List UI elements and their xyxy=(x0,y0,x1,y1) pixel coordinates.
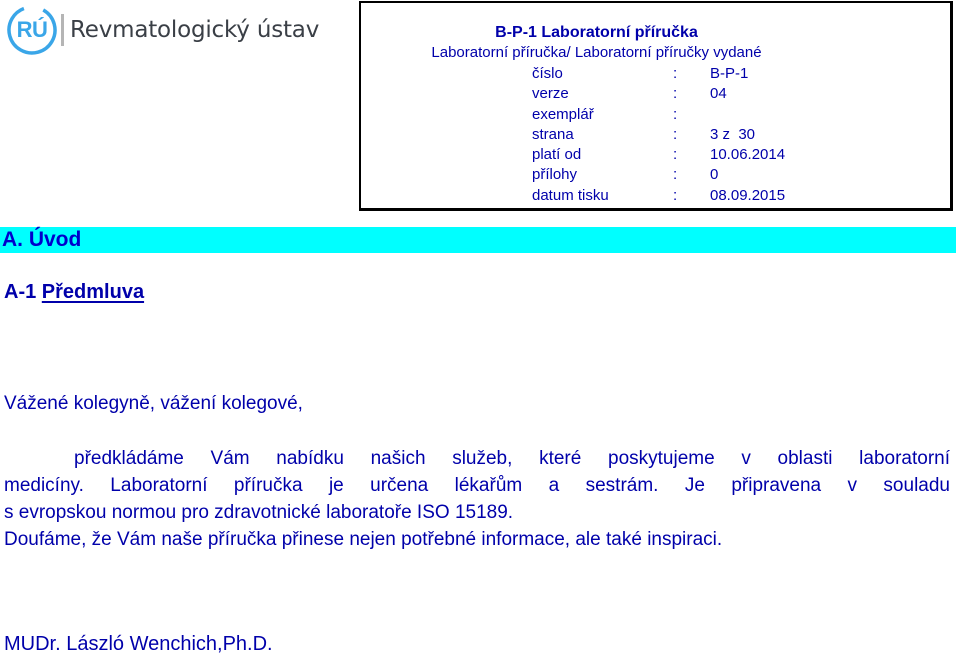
subsection-number: A-1 xyxy=(4,281,37,303)
info-separator: : xyxy=(673,65,678,82)
info-separator: : xyxy=(673,85,678,103)
info-label: platí od xyxy=(532,146,582,164)
logo-mark-icon xyxy=(6,4,58,56)
info-row-strana xyxy=(532,125,785,145)
intro-paragraph xyxy=(4,445,950,553)
info-row-verze xyxy=(532,84,785,104)
info-row-exemplar xyxy=(532,105,785,125)
institute-logo xyxy=(6,4,319,56)
info-row-datum-tisku xyxy=(532,186,785,206)
document-info-box xyxy=(359,1,953,211)
info-value: 08.09.2015 xyxy=(710,186,786,204)
document-info-rows xyxy=(532,64,785,206)
info-row-cislo xyxy=(532,64,785,84)
info-separator: : xyxy=(673,105,678,123)
info-row-prilohy xyxy=(532,165,785,185)
logo-divider xyxy=(61,14,64,46)
logo-name: Revmatologický ústav xyxy=(70,17,320,43)
info-label: exemplář xyxy=(532,105,594,123)
section-title: A. Úvod xyxy=(2,228,82,251)
info-label: číslo xyxy=(532,65,563,82)
paragraph-line: medicíny. Laboratorní příručka je určena lékařům a sestrám. Je připravena v souladu xyxy=(4,475,950,496)
info-separator: : xyxy=(673,125,678,143)
info-value: 04 xyxy=(710,85,727,103)
paragraph-line: předkládáme Vám nabídku našich služeb, které poskytujeme v oblasti laboratorní xyxy=(74,448,950,469)
info-label: datum tisku xyxy=(532,186,609,204)
info-value: 3 z 30 xyxy=(710,125,756,143)
info-label: přílohy xyxy=(532,166,578,184)
logo-mark-text: RÚ xyxy=(16,17,48,42)
info-label: strana xyxy=(532,125,574,143)
info-value: 10.06.2014 xyxy=(710,146,786,164)
document-subtitle: Laboratorní příručka/ Laboratorní příručky vydané xyxy=(431,44,762,61)
paragraph-line: s evropskou normou pro zdravotnické laboratoře ISO 15189. xyxy=(4,502,514,523)
subsection-title: Předmluva xyxy=(41,281,145,303)
subsection-heading xyxy=(4,281,144,304)
info-separator: : xyxy=(673,146,678,164)
salutation: Vážené kolegyně, vážení kolegové, xyxy=(4,393,303,414)
info-label: verze xyxy=(532,85,569,103)
paragraph-line: Doufáme, že Vám naše příručka přinese nejen potřebné informace, ale také inspiraci. xyxy=(4,529,723,550)
info-row-plati-od xyxy=(532,145,785,165)
info-separator: : xyxy=(673,186,678,204)
section-heading-bar xyxy=(0,227,956,253)
signature: MUDr. László Wenchich,Ph.D. xyxy=(4,633,273,655)
info-value: 0 xyxy=(710,166,719,184)
info-value: B-P-1 xyxy=(710,65,749,82)
document-title: B-P-1 Laboratorní příručka xyxy=(495,24,698,41)
info-separator: : xyxy=(673,166,678,184)
